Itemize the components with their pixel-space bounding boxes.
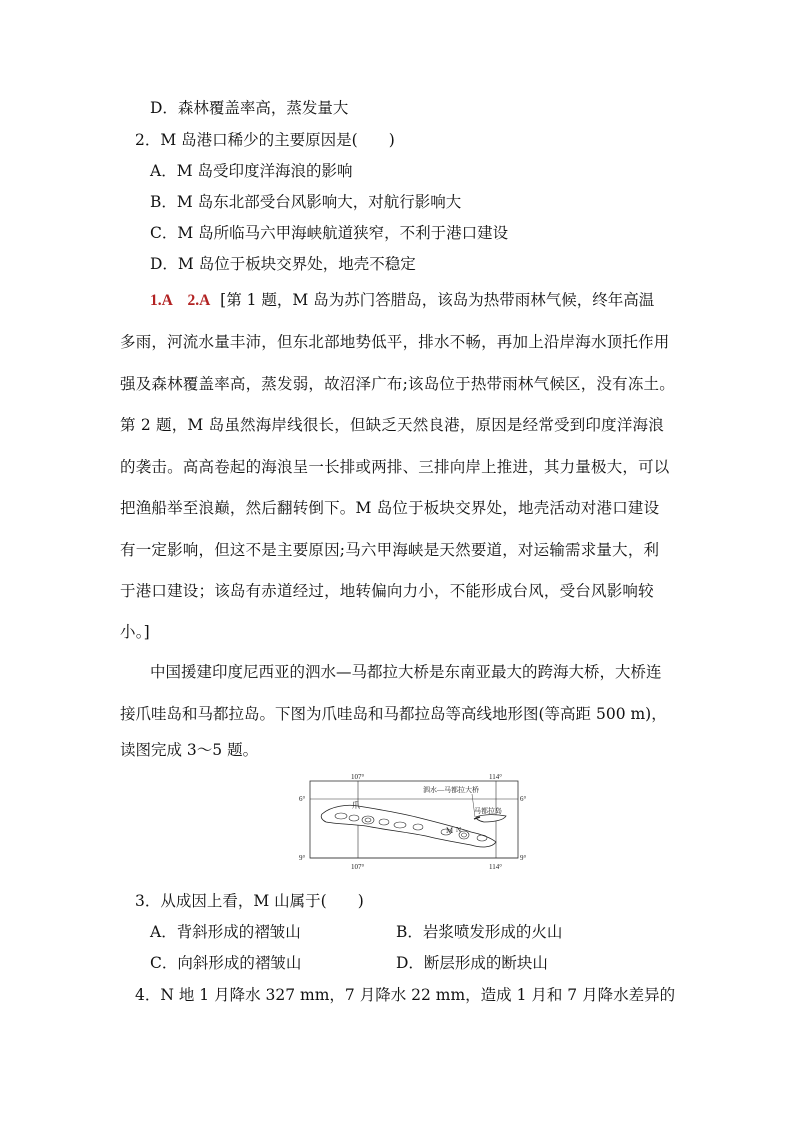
label-lon-114-bottom: 114°: [489, 863, 503, 871]
q2-option-d: D．M 岛位于板块交界处，地壳不稳定: [150, 255, 416, 273]
label-bridge: 泗水—马都拉大桥: [423, 786, 479, 794]
q2-stem: 2．M 岛港口稀少的主要原因是( ): [135, 131, 395, 149]
label-lon-107-bottom: 107°: [351, 863, 365, 871]
intro-line: 接爪哇岛和马都拉岛。下图为爪哇岛和马都拉岛等高线地形图(等高距 500 m)，: [120, 705, 667, 723]
q1-option-d: D．森林覆盖率高，蒸发量大: [150, 99, 349, 117]
answer-line: 的袭击。高高卷起的海浪呈一长排或两排、三排向岸上推进，其力量极大，可以: [120, 458, 670, 476]
label-lat-9-right: 9°: [520, 854, 527, 862]
answer-line: [第 1 题，M 岛为苏门答腊岛，该岛为热带雨林气候，终年高温: [220, 291, 655, 309]
answer-line: 强及森林覆盖率高，蒸发弱，故沼泽广布;该岛位于热带雨林气候区，没有冻土。: [120, 375, 675, 393]
java-island: [321, 805, 496, 847]
q2-option-c: C．M 岛所临马六甲海峡航道狭窄，不利于港口建设: [150, 224, 509, 242]
answer-line: 于港口建设；该岛有赤道经过，地转偏向力小，不能形成台风，受台风影响较: [120, 582, 654, 600]
answer-line: 把渔船举至浪巅，然后翻转倒下。M 岛位于板块交界处，地壳活动对港口建设: [120, 499, 660, 517]
q3-option-c: C．向斜形成的褶皱山: [150, 954, 302, 972]
label-n: N: [456, 826, 462, 834]
answer-line: 有一定影响，但这不是主要原因;马六甲海峡是天然要道，对运输需求量大，利: [120, 541, 660, 559]
label-lat-6-right: 6°: [520, 795, 527, 803]
label-m: M: [446, 826, 454, 835]
intro-line: 读图完成 3～5 题。: [120, 741, 259, 759]
q2-option-a: A．M 岛受印度洋海浪的影响: [150, 162, 353, 180]
q3-option-b: B．岩浆喷发形成的火山: [396, 923, 563, 941]
answer-first-line: [150, 288, 654, 310]
label-lon-107-top: 107°: [351, 773, 365, 781]
answer-line: 多雨，河流水量丰沛，但东北部地势低平，排水不畅，再加上沿岸海水顶托作用: [120, 333, 670, 351]
q4-stem: 4．N 地 1 月降水 327 mm，7 月降水 22 mm，造成 1 月和 7 月降水差异的: [135, 986, 676, 1004]
q3-stem: 3．从成因上看，M 山属于( ): [135, 892, 364, 910]
label-lat-6-left: 6°: [299, 795, 306, 803]
madura-island: [476, 815, 506, 822]
intro-line: 中国援建印度尼西亚的泗水—马都拉大桥是东南亚最大的跨海大桥，大桥连: [150, 663, 662, 681]
q3-option-a: A．背斜形成的褶皱山: [150, 923, 301, 941]
q2-option-b: B．M 岛东北部受台风影响大，对航行影响大: [150, 193, 462, 211]
label-java: 爪: [352, 801, 360, 810]
q3-option-d: D．断层形成的断块山: [396, 954, 548, 972]
java-madura-contour-map: [296, 772, 528, 876]
answer-line: 第 2 题，M 岛虽然海岸线很长，但缺乏天然良港，原因是经常受到印度洋海浪: [120, 416, 664, 434]
label-lat-9-left: 9°: [299, 854, 306, 862]
answer-key: 1.A 2.A: [150, 292, 211, 309]
label-madura: 马都拉岛: [474, 807, 502, 815]
answer-line: 小。]: [120, 623, 150, 641]
label-lon-114-top: 114°: [489, 773, 503, 781]
